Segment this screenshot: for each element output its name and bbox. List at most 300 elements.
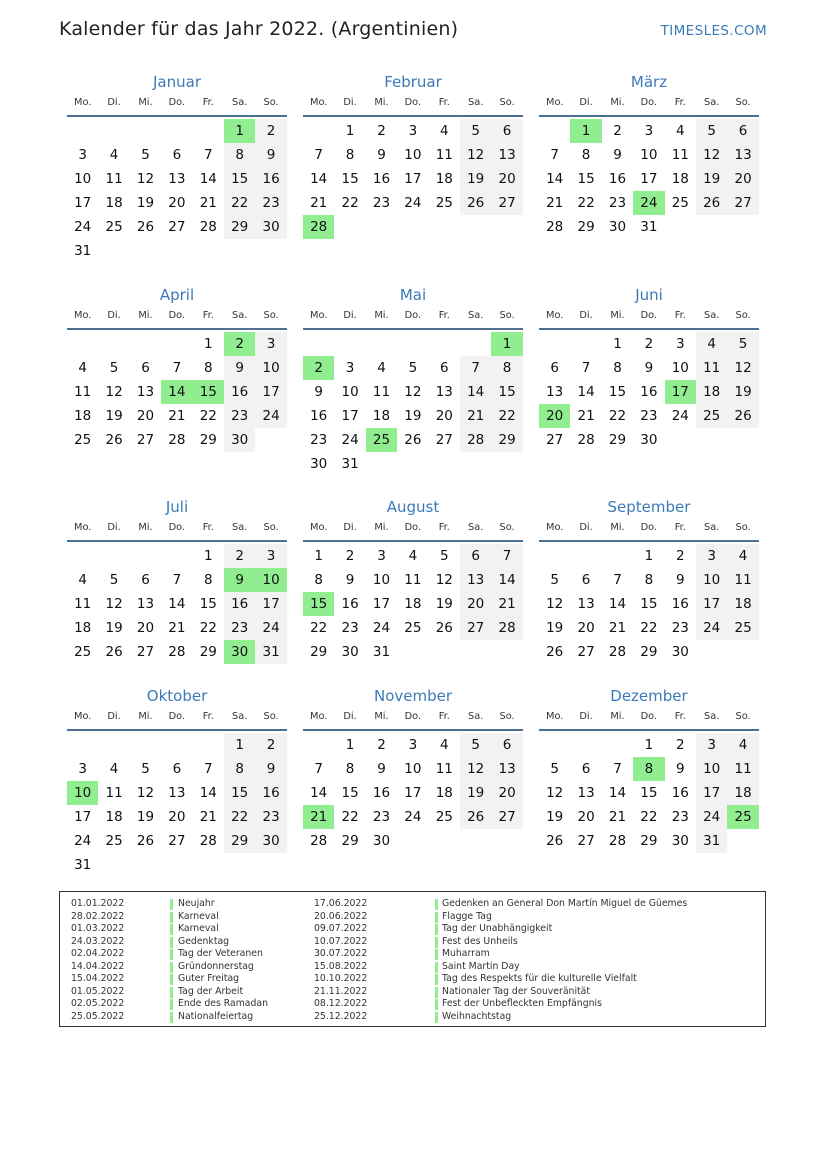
day-cell: 18 <box>734 785 752 801</box>
holiday-marker <box>170 937 173 948</box>
day-cell: 10 <box>341 384 359 400</box>
day-cell: 20 <box>168 195 186 211</box>
day-cell: 18 <box>105 809 123 825</box>
day-cell: 28 <box>546 219 564 235</box>
weekday-header: So. <box>499 522 515 533</box>
holiday-name: Nationaler Tag der Souveränität <box>442 985 591 997</box>
day-cell: 2 <box>377 123 386 139</box>
day-cell: 30 <box>262 833 280 849</box>
day-cell: 24 <box>703 809 721 825</box>
weekday-header: Sa. <box>468 522 484 533</box>
month-divider <box>67 328 287 330</box>
day-cell: 21 <box>168 408 186 424</box>
day-cell: 22 <box>231 195 249 211</box>
holiday-name: Gedenktag <box>178 935 230 947</box>
day-cell: 30 <box>640 432 658 448</box>
day-cell: 26 <box>136 219 155 235</box>
weekday-header: Fr. <box>438 310 450 321</box>
weekday-header: Sa. <box>704 711 720 722</box>
month-divider <box>67 540 287 542</box>
day-cell: 17 <box>640 171 658 187</box>
holiday-marker <box>435 912 438 923</box>
holiday-marker <box>170 987 173 998</box>
day-cell: 6 <box>172 761 182 777</box>
day-cell: 31 <box>74 243 92 259</box>
day-cell: 24 <box>74 219 92 235</box>
month-divider <box>303 540 523 542</box>
day-cell: 29 <box>608 432 627 448</box>
holiday-day-cell: 25 <box>366 428 397 452</box>
day-cell: 11 <box>435 147 453 163</box>
day-cell: 15 <box>341 171 359 187</box>
day-cell: 27 <box>734 195 752 211</box>
holiday-date: 24.03.2022 <box>71 935 125 947</box>
day-cell: 19 <box>467 171 485 187</box>
day-cell: 16 <box>671 596 689 612</box>
day-cell: 25 <box>404 620 422 636</box>
day-cell: 11 <box>703 360 721 376</box>
holiday-day-cell: 15 <box>303 592 334 616</box>
weekday-header: Di. <box>579 97 593 108</box>
day-cell: 18 <box>435 785 453 801</box>
day-cell: 16 <box>640 384 658 400</box>
day-cell: 17 <box>404 785 422 801</box>
day-cell: 28 <box>577 432 595 448</box>
day-cell: 29 <box>199 432 217 448</box>
weekday-header: So. <box>263 711 279 722</box>
day-cell: 11 <box>404 572 422 588</box>
day-cell: 25 <box>671 195 689 211</box>
day-cell: 17 <box>341 408 359 424</box>
day-cell: 14 <box>199 171 217 187</box>
day-cell: 3 <box>266 336 276 352</box>
day-cell: 5 <box>550 572 559 588</box>
weekday-header: So. <box>263 522 279 533</box>
weekday-header: Do. <box>404 310 422 321</box>
holiday-date: 08.12.2022 <box>314 998 368 1009</box>
weekday-header: So. <box>263 310 279 321</box>
holiday-name: Gedenken an General Don Martín Miguel de Güemes <box>442 898 688 909</box>
day-cell: 16 <box>372 785 391 801</box>
holiday-marker <box>170 924 173 935</box>
day-cell: 16 <box>310 408 328 424</box>
month-divider <box>303 328 523 330</box>
day-cell: 27 <box>498 195 516 211</box>
day-cell: 22 <box>199 620 217 636</box>
day-cell: 15 <box>498 384 516 400</box>
holiday-day-cell: 14 <box>161 380 192 404</box>
day-cell: 21 <box>608 620 627 636</box>
day-cell: 1 <box>644 548 654 564</box>
weekday-header: Fr. <box>674 97 686 108</box>
month-divider <box>67 115 287 117</box>
weekday-header: Mo. <box>546 97 564 108</box>
month-name: Januar <box>153 73 201 91</box>
day-cell: 7 <box>172 360 182 376</box>
day-cell: 25 <box>74 432 92 448</box>
day-cell: 1 <box>644 737 654 753</box>
day-cell: 28 <box>199 833 217 849</box>
weekday-header: Mi. <box>374 97 389 108</box>
day-cell: 26 <box>404 432 422 448</box>
day-cell: 30 <box>262 219 280 235</box>
day-cell: 26 <box>546 644 564 660</box>
day-cell: 8 <box>203 572 213 588</box>
holiday-name: Karneval <box>178 923 219 934</box>
day-cell: 5 <box>707 123 716 139</box>
weekday-header: Sa. <box>468 310 484 321</box>
day-cell: 22 <box>640 620 658 636</box>
day-cell: 28 <box>199 219 217 235</box>
day-cell: 28 <box>608 644 627 660</box>
weekday-header: So. <box>499 310 515 321</box>
day-cell: 21 <box>199 195 217 211</box>
day-cell: 24 <box>671 408 689 424</box>
month-name: November <box>373 687 453 705</box>
holiday-day-cell: 1 <box>570 119 601 143</box>
day-cell: 10 <box>74 171 92 187</box>
day-cell: 27 <box>435 432 453 448</box>
day-cell: 14 <box>498 572 516 588</box>
day-cell: 18 <box>404 596 422 612</box>
day-cell: 31 <box>341 456 359 472</box>
day-cell: 23 <box>372 809 391 825</box>
day-cell: 25 <box>703 408 721 424</box>
day-cell: 6 <box>502 123 512 139</box>
holiday-marker <box>435 974 438 985</box>
holiday-name: Ende des Ramadan <box>178 998 268 1009</box>
day-cell: 30 <box>671 833 689 849</box>
day-cell: 15 <box>577 171 595 187</box>
holiday-name: Karneval <box>178 910 219 922</box>
holiday-name: Tag des Respekts für die kulturelle Vielfalt <box>442 973 637 984</box>
day-cell: 23 <box>262 195 280 211</box>
day-cell: 12 <box>136 785 155 801</box>
day-cell: 14 <box>199 785 217 801</box>
day-cell: 6 <box>581 572 591 588</box>
day-cell: 21 <box>310 195 328 211</box>
day-cell: 7 <box>172 572 182 588</box>
day-cell: 6 <box>439 360 449 376</box>
day-cell: 20 <box>435 408 453 424</box>
day-cell: 30 <box>372 833 391 849</box>
day-cell: 22 <box>608 408 627 424</box>
day-cell: 4 <box>78 360 87 376</box>
holiday-day-cell: 8 <box>633 757 664 781</box>
day-cell: 12 <box>546 596 564 612</box>
day-cell: 11 <box>435 761 453 777</box>
day-cell: 23 <box>372 195 391 211</box>
weekday-header: Di. <box>107 97 121 108</box>
weekday-header: Mi. <box>610 522 625 533</box>
month-divider <box>539 540 759 542</box>
day-cell: 18 <box>105 195 123 211</box>
day-cell: 19 <box>105 408 123 424</box>
day-cell: 1 <box>203 548 213 564</box>
day-cell: 13 <box>498 147 516 163</box>
day-cell: 4 <box>408 548 418 564</box>
month-divider <box>67 729 287 731</box>
holiday-marker <box>170 912 173 923</box>
day-cell: 29 <box>199 644 217 660</box>
day-cell: 20 <box>168 809 186 825</box>
weekday-header: Mo. <box>74 310 92 321</box>
day-cell: 7 <box>502 548 512 564</box>
weekday-header: Fr. <box>674 310 686 321</box>
weekday-header: Mi. <box>138 310 153 321</box>
day-cell: 19 <box>136 195 155 211</box>
day-cell: 6 <box>738 123 748 139</box>
holiday-marker <box>170 999 173 1010</box>
day-cell: 5 <box>738 336 748 352</box>
day-cell: 13 <box>734 147 752 163</box>
day-cell: 24 <box>404 195 422 211</box>
holiday-marker <box>435 962 438 973</box>
month-name: Mai <box>399 286 427 304</box>
day-cell: 7 <box>471 360 480 376</box>
day-cell: 10 <box>262 360 280 376</box>
holiday-date: 02.04.2022 <box>71 948 125 959</box>
day-cell: 28 <box>608 833 627 849</box>
day-cell: 8 <box>235 761 244 777</box>
day-cell: 9 <box>613 147 622 163</box>
holiday-day-cell: 25 <box>727 805 758 829</box>
holiday-name: Guter Freitag <box>178 973 240 984</box>
site-brand-link[interactable]: TIMESLES.COM <box>660 23 767 39</box>
day-cell: 15 <box>199 596 217 612</box>
day-cell: 2 <box>266 737 276 753</box>
weekday-header: Do. <box>640 310 658 321</box>
day-cell: 27 <box>498 809 516 825</box>
day-cell: 29 <box>577 219 595 235</box>
holiday-day-cell: 10 <box>255 568 286 592</box>
month-divider <box>539 115 759 117</box>
day-cell: 28 <box>168 644 186 660</box>
day-cell: 25 <box>105 833 123 849</box>
day-cell: 9 <box>675 572 685 588</box>
day-cell: 4 <box>675 123 685 139</box>
day-cell: 11 <box>105 171 123 187</box>
day-cell: 4 <box>439 737 449 753</box>
day-cell: 23 <box>671 809 689 825</box>
holiday-date: 02.05.2022 <box>71 998 125 1009</box>
holiday-date: 30.07.2022 <box>314 948 368 959</box>
day-cell: 11 <box>74 596 92 612</box>
weekday-header: Fr. <box>438 522 450 533</box>
day-cell: 26 <box>467 809 485 825</box>
day-cell: 1 <box>345 123 355 139</box>
day-cell: 24 <box>372 620 391 636</box>
day-cell: 6 <box>581 761 591 777</box>
day-cell: 3 <box>675 336 685 352</box>
day-cell: 31 <box>703 833 721 849</box>
day-cell: 1 <box>203 336 213 352</box>
weekday-header: Mi. <box>374 310 389 321</box>
weekday-header: Do. <box>168 522 186 533</box>
day-cell: 2 <box>345 548 355 564</box>
weekday-header: Mo. <box>310 522 328 533</box>
weekday-header: Do. <box>640 522 658 533</box>
day-cell: 24 <box>74 833 92 849</box>
day-cell: 14 <box>608 596 627 612</box>
month-divider <box>303 115 523 117</box>
day-cell: 3 <box>377 548 386 564</box>
day-cell: 20 <box>136 620 155 636</box>
day-cell: 23 <box>262 809 280 825</box>
weekday-header: So. <box>735 711 751 722</box>
holiday-date: 01.03.2022 <box>71 923 125 934</box>
holiday-date: 28.02.2022 <box>71 910 125 922</box>
day-cell: 18 <box>671 171 689 187</box>
day-cell: 10 <box>372 572 391 588</box>
holiday-marker <box>170 974 173 985</box>
day-cell: 4 <box>109 147 119 163</box>
day-cell: 24 <box>262 620 280 636</box>
day-cell: 27 <box>546 432 564 448</box>
holiday-date: 25.05.2022 <box>71 1010 125 1022</box>
holiday-name: Tag der Arbeit <box>178 985 244 997</box>
day-cell: 16 <box>231 384 249 400</box>
day-cell: 31 <box>640 219 658 235</box>
weekday-header: Mi. <box>374 522 389 533</box>
day-cell: 29 <box>640 833 658 849</box>
holiday-day-cell: 28 <box>303 215 334 239</box>
day-cell: 14 <box>168 596 186 612</box>
holiday-name: Weihnachtstag <box>442 1010 512 1022</box>
weekday-header: Di. <box>343 97 357 108</box>
weekday-header: Do. <box>404 711 422 722</box>
holiday-name: Nationalfeiertag <box>178 1010 254 1022</box>
month-name: Oktober <box>146 687 208 705</box>
day-cell: 16 <box>262 785 280 801</box>
day-cell: 27 <box>467 620 485 636</box>
day-cell: 12 <box>467 147 485 163</box>
weekday-header: Di. <box>579 310 593 321</box>
day-cell: 19 <box>105 620 123 636</box>
day-cell: 8 <box>581 147 591 163</box>
month-name: März <box>630 73 668 91</box>
holiday-day-cell: 30 <box>224 640 255 664</box>
day-cell: 5 <box>550 761 559 777</box>
day-cell: 16 <box>671 785 689 801</box>
weekday-header: Fr. <box>202 522 214 533</box>
holiday-date: 09.07.2022 <box>314 923 368 934</box>
weekday-header: Sa. <box>232 310 248 321</box>
holiday-marker <box>435 987 438 998</box>
weekday-header: Mo. <box>546 711 564 722</box>
day-cell: 26 <box>435 620 453 636</box>
day-cell: 18 <box>734 596 752 612</box>
holiday-date: 10.10.2022 <box>314 973 368 984</box>
day-cell: 5 <box>408 360 418 376</box>
weekday-header: Mo. <box>74 97 92 108</box>
day-cell: 21 <box>608 809 627 825</box>
day-cell: 6 <box>141 360 150 376</box>
day-cell: 25 <box>74 644 92 660</box>
day-cell: 27 <box>136 644 155 660</box>
weekday-header: So. <box>499 711 515 722</box>
day-cell: 17 <box>703 596 721 612</box>
day-cell: 26 <box>734 408 752 424</box>
day-cell: 8 <box>314 572 323 588</box>
day-cell: 17 <box>74 195 92 211</box>
day-cell: 3 <box>408 123 418 139</box>
weekday-header: So. <box>735 522 751 533</box>
day-cell: 29 <box>640 644 658 660</box>
holiday-name: Flagge Tag <box>442 910 492 922</box>
day-cell: 30 <box>671 644 689 660</box>
month-name: April <box>159 286 195 304</box>
day-cell: 29 <box>231 833 249 849</box>
holiday-date: 01.05.2022 <box>71 985 125 997</box>
day-cell: 17 <box>262 596 280 612</box>
day-cell: 9 <box>235 360 244 376</box>
weekday-header: Mo. <box>546 310 564 321</box>
weekday-header: Sa. <box>704 310 720 321</box>
day-cell: 29 <box>341 833 359 849</box>
day-cell: 2 <box>644 336 654 352</box>
weekday-header: Mo. <box>74 711 92 722</box>
page-title: Kalender für das Jahr 2022. (Argentinien) <box>59 18 459 40</box>
day-cell: 14 <box>608 785 627 801</box>
weekday-header: Mo. <box>310 310 328 321</box>
holiday-marker <box>170 899 173 910</box>
holiday-day-cell: 2 <box>224 332 255 356</box>
weekday-header: Mo. <box>74 522 92 533</box>
month-name: Dezember <box>610 687 688 705</box>
day-cell: 2 <box>377 737 386 753</box>
day-cell: 1 <box>235 737 244 753</box>
day-cell: 7 <box>203 761 213 777</box>
day-cell: 23 <box>231 408 249 424</box>
day-cell: 26 <box>105 644 123 660</box>
day-cell: 27 <box>577 644 595 660</box>
day-cell: 13 <box>577 596 595 612</box>
weekday-header: Sa. <box>704 522 720 533</box>
holiday-day-cell: 20 <box>539 404 570 428</box>
day-cell: 11 <box>734 761 752 777</box>
weekday-header: Di. <box>343 711 357 722</box>
day-cell: 8 <box>235 147 244 163</box>
weekday-header: Fr. <box>202 711 214 722</box>
holiday-date: 25.12.2022 <box>314 1010 368 1022</box>
day-cell: 20 <box>498 785 516 801</box>
day-cell: 12 <box>734 360 752 376</box>
day-cell: 4 <box>738 737 748 753</box>
weekday-header: Di. <box>107 310 121 321</box>
day-cell: 3 <box>345 360 355 376</box>
day-cell: 23 <box>640 408 658 424</box>
day-cell: 14 <box>310 171 328 187</box>
weekday-header: Mo. <box>546 522 564 533</box>
month-name: Februar <box>384 73 442 91</box>
day-cell: 14 <box>467 384 485 400</box>
weekday-header: Sa. <box>704 97 720 108</box>
holiday-marker <box>435 949 438 960</box>
holiday-date: 15.08.2022 <box>314 960 368 972</box>
day-cell: 24 <box>341 432 359 448</box>
day-cell: 22 <box>199 408 217 424</box>
weekday-header: Do. <box>640 97 658 108</box>
day-cell: 21 <box>577 408 595 424</box>
day-cell: 3 <box>644 123 654 139</box>
day-cell: 27 <box>168 219 186 235</box>
day-cell: 17 <box>703 785 721 801</box>
day-cell: 9 <box>377 147 386 163</box>
weekday-header: Do. <box>404 97 422 108</box>
day-cell: 6 <box>172 147 182 163</box>
day-cell: 19 <box>734 384 752 400</box>
